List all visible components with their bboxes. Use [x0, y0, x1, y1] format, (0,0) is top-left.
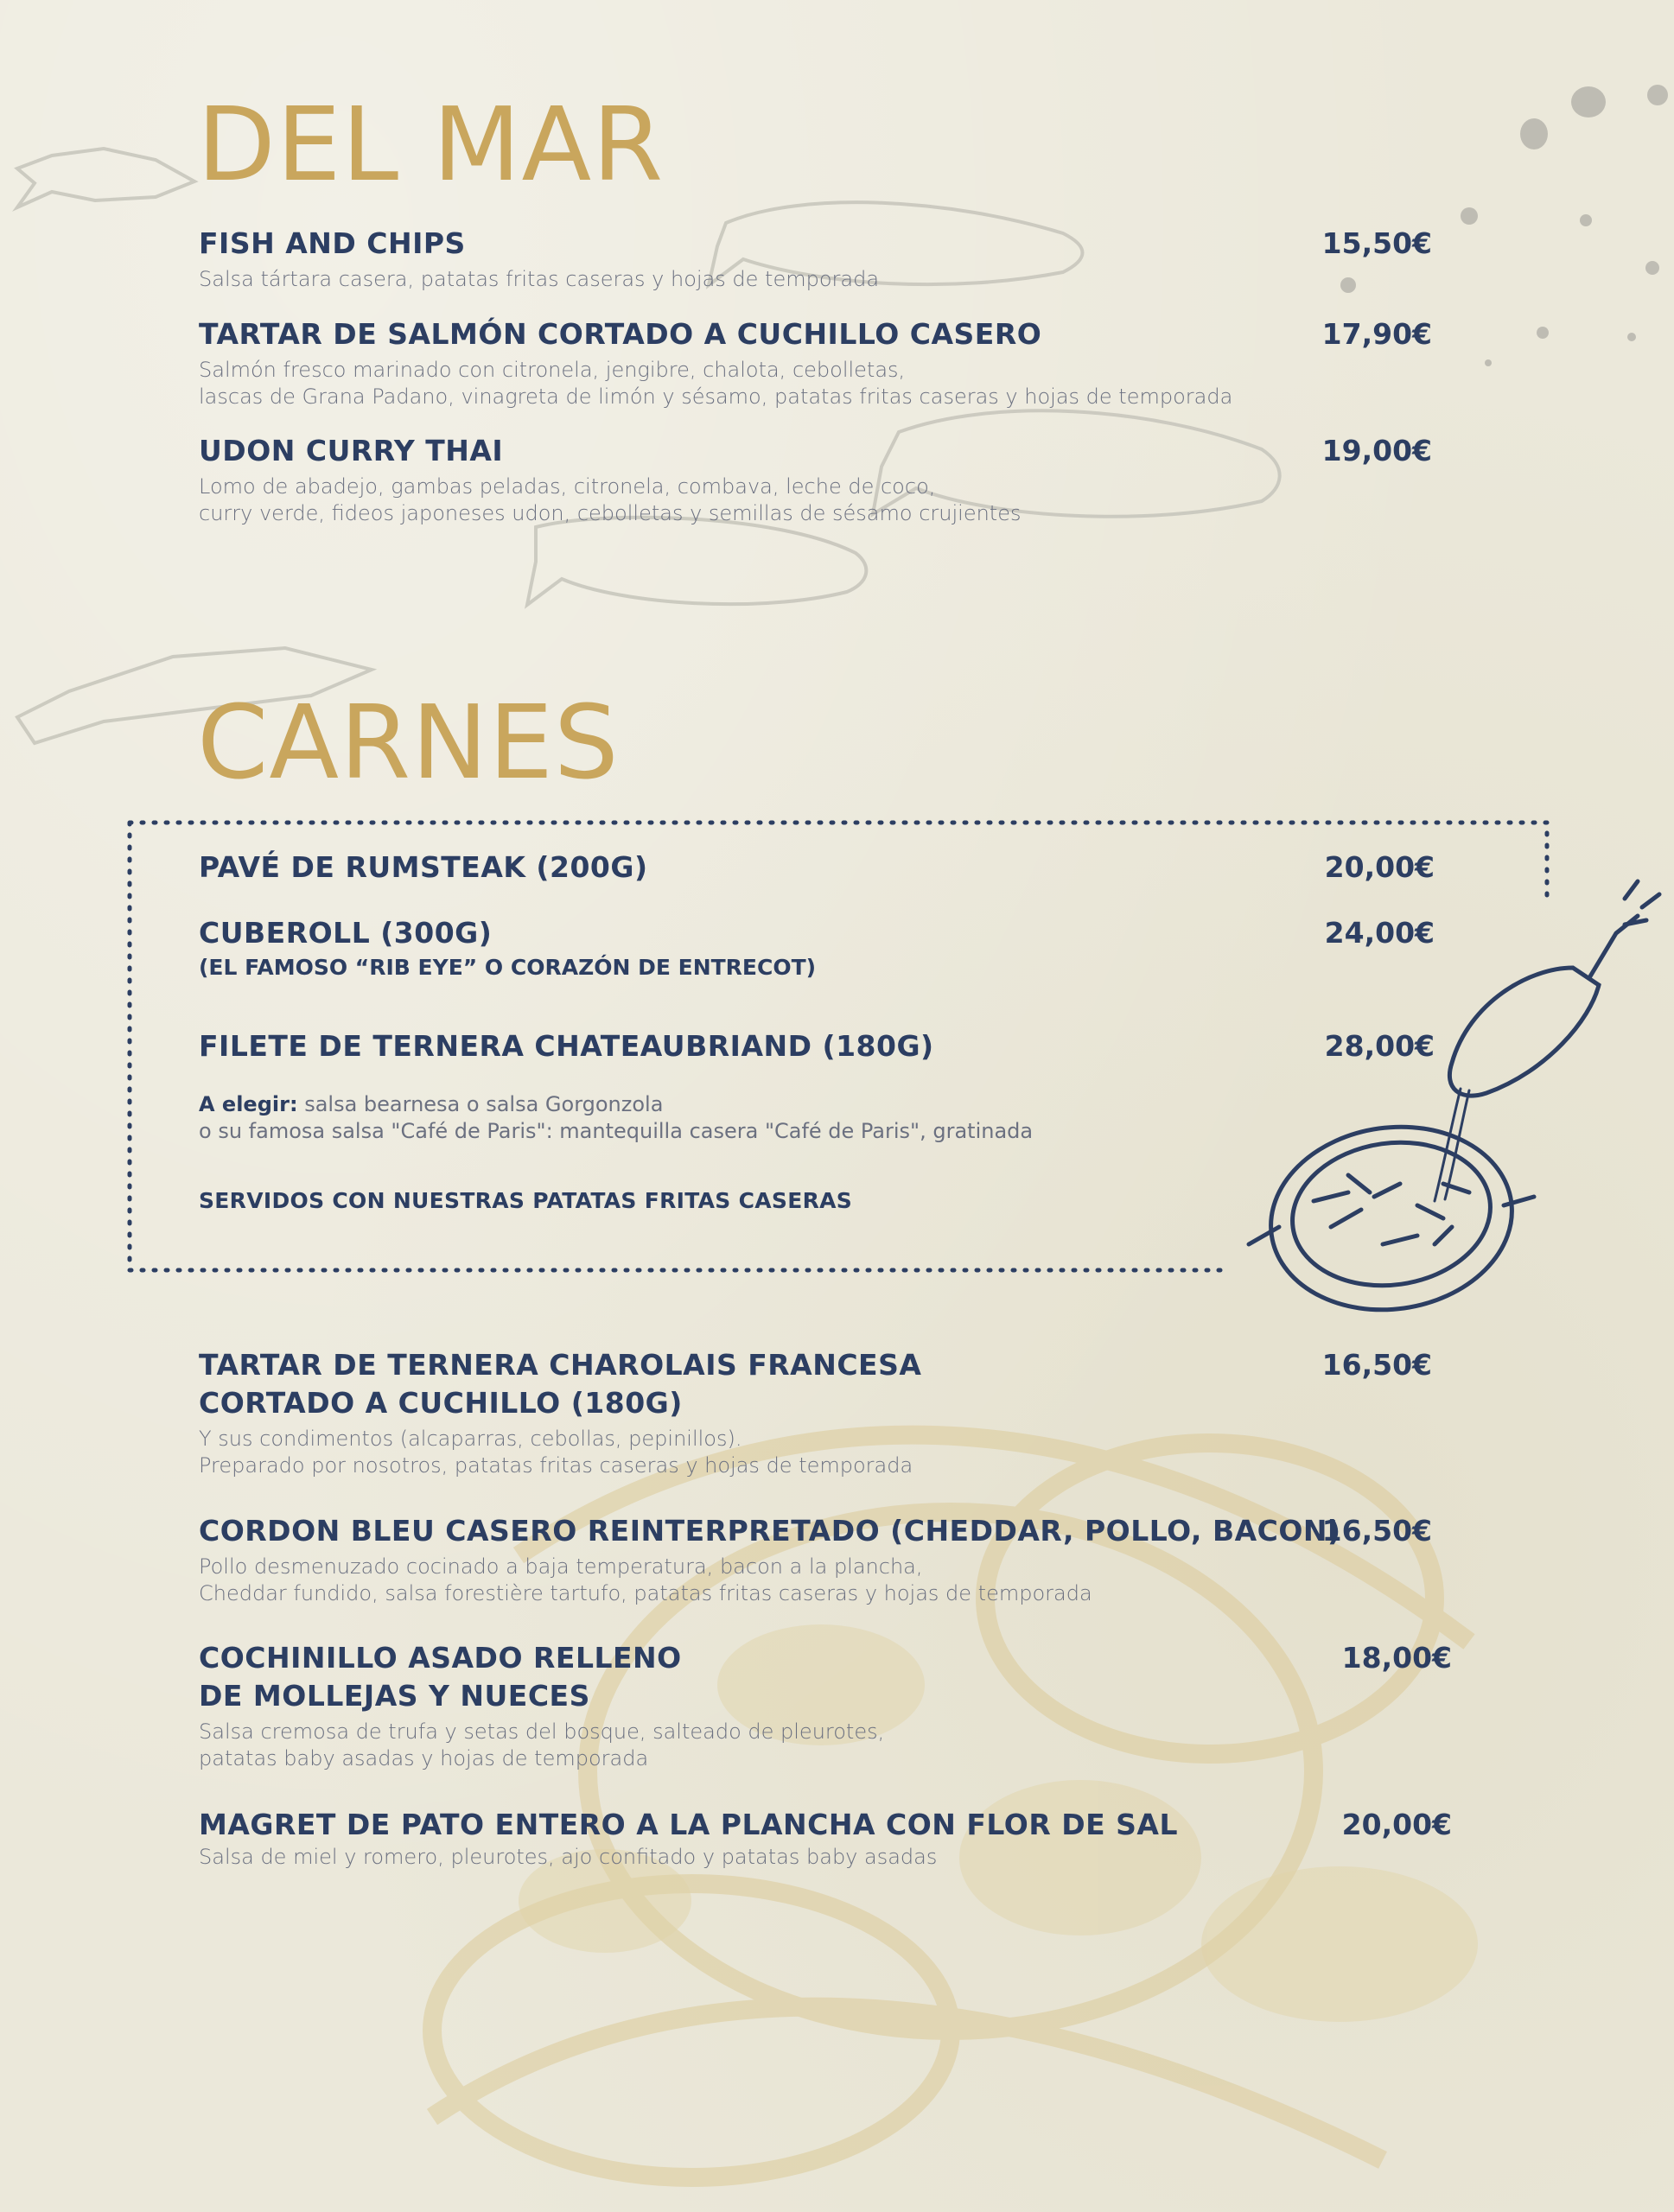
item-description: Y sus condimentos (alcaparras, cebollas, pepinillos). Preparado por nosotros, patatas fritas caseras y hojas de temporada: [199, 1427, 913, 1478]
item-name: CUBEROLL (300G): [199, 916, 493, 950]
item-name: TARTAR DE TERNERA CHAROLAIS FRANCESA CORTADO A CUCHILLO (180G): [199, 1348, 922, 1420]
item-description: Lomo de abadejo, gambas peladas, citronela, combava, leche de coco, curry verde, fideos japoneses udon, cebolletas y semillas de sésamo crujientes: [199, 474, 1022, 525]
item-price: 24,00€: [1324, 916, 1435, 950]
item-description: Salsa cremosa de trufa y setas del bosque, salteado de pleurotes, patatas baby asadas y hojas de temporada: [199, 1719, 885, 1770]
menu-item-magret-pato: [199, 1806, 1452, 1871]
item-name: PAVÉ DE RUMSTEAK (200G): [199, 850, 648, 884]
item-price: 20,00€: [1324, 850, 1435, 884]
item-name: TARTAR DE SALMÓN CORTADO A CUCHILLO CASERO: [199, 317, 1042, 351]
section-title-del-mar: DEL MAR: [197, 85, 665, 204]
sauce-choice-note: A elegir: salsa bearnesa o salsa Gorgonzola o su famosa salsa "Café de Paris": mantequilla casera "Café de Paris", gratinada: [199, 1092, 1034, 1143]
item-price: 17,90€: [1321, 317, 1432, 351]
menu-item-pave-rumsteak: [199, 849, 1435, 887]
item-description: Salsa de miel y romero, pleurotes, ajo confitado y patatas baby asadas: [199, 1845, 938, 1869]
item-description: Pollo desmenuzado cocinado a baja temperatura, bacon a la plancha, Cheddar fundido, salsa forestière tartufo, patatas fritas caseras y hojas de temporada: [199, 1554, 1092, 1605]
menu-item-tartar-ternera: [199, 1346, 1432, 1479]
item-price: 19,00€: [1321, 434, 1432, 467]
item-price: 28,00€: [1324, 1029, 1435, 1063]
section-title-carnes: CARNES: [197, 683, 620, 802]
item-price: 18,00€: [1341, 1641, 1452, 1675]
menu-item-cordon-bleu: [199, 1512, 1432, 1607]
item-description: Salsa tártara casera, patatas fritas caseras y hojas de temporada: [199, 267, 880, 291]
item-price: 20,00€: [1341, 1808, 1452, 1841]
menu-item-chateaubriand: [199, 1027, 1435, 1065]
item-name: CORDON BLEU CASERO REINTERPRETADO (CHEDDAR, POLLO, BACON): [199, 1514, 1341, 1548]
item-name: UDON CURRY THAI: [199, 434, 504, 467]
choice-label: A elegir:: [199, 1092, 298, 1116]
menu-item-cuberoll: [199, 914, 1435, 983]
item-price: 15,50€: [1321, 226, 1432, 260]
item-subtitle: (EL FAMOSO “RIB EYE” O CORAZÓN DE ENTRECOT): [199, 955, 817, 980]
item-description: Salmón fresco marinado con citronela, jengibre, chalota, cebolletas, lascas de Grana Padano, vinagreta de limón y sésamo, patatas fritas caseras y hojas de temporada: [199, 358, 1233, 409]
item-name: COCHINILLO ASADO RELLENO DE MOLLEJAS Y NUECES: [199, 1641, 682, 1713]
item-name: MAGRET DE PATO ENTERO A LA PLANCHA CON FLOR DE SAL: [199, 1808, 1178, 1841]
item-price: 16,50€: [1321, 1348, 1432, 1382]
menu-item-cochinillo: [199, 1639, 1452, 1772]
served-with-note: SERVIDOS CON NUESTRAS PATATAS FRITAS CASERAS: [199, 1188, 853, 1213]
menu-item-udon-curry: [199, 432, 1432, 527]
item-price: 16,50€: [1321, 1514, 1432, 1548]
menu-item-fish-and-chips: [199, 225, 1432, 293]
menu-item-tartar-salmon: [199, 315, 1432, 410]
item-name: FISH AND CHIPS: [199, 226, 466, 260]
item-name: FILETE DE TERNERA CHATEAUBRIAND (180G): [199, 1029, 934, 1063]
